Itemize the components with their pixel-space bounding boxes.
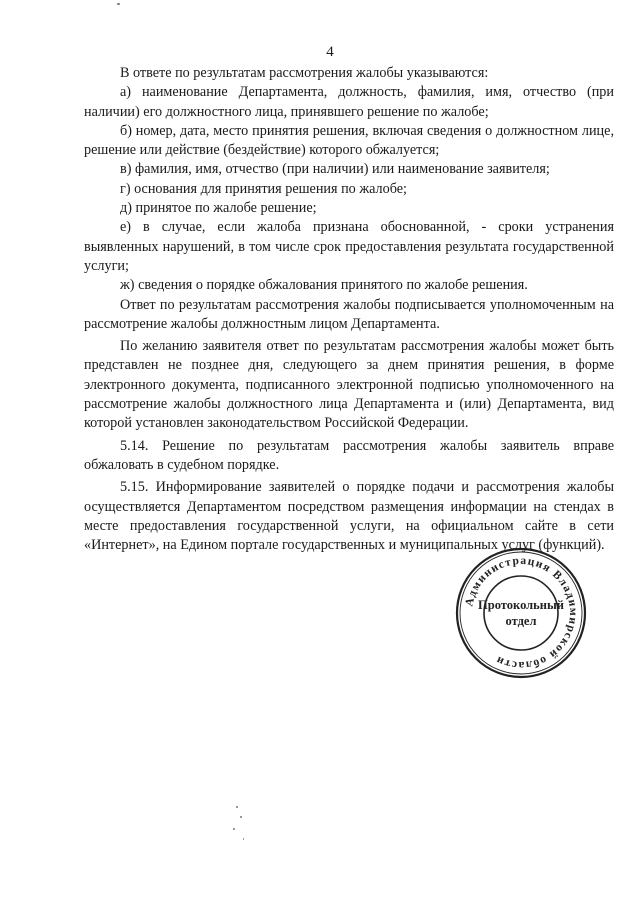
paragraph-item-b: б) номер, дата, место принятия решения, включая сведения о должностном лице, решение или действие (бездействие) которого обжалуется; — [84, 122, 614, 159]
scan-speck — [117, 3, 120, 5]
paragraph-5-15: 5.15. Информирование заявителей о порядке подачи и рассмотрения жалобы осуществляется Департаментом посредством размещения информации на стендах в месте предоставления государственной услуги, на официальном сайте в сети «Интернет», на Едином портале государственных и муниципальных услуг (функций). — [84, 479, 614, 554]
paragraph-item-g: г) основания для принятия решения по жалобе; — [120, 180, 407, 197]
stamp-center-line-1: Протокольный — [478, 598, 564, 612]
svg-text:Администрация Владимирской обл — [463, 555, 579, 671]
scan-speck — [243, 838, 244, 840]
official-stamp — [453, 545, 589, 681]
paragraph-electronic-answer: По желанию заявителя ответ по результатам рассмотрения жалобы может быть представлен не позднее дня, следующего за днем принятия решения, в форме электронного документа, подписанного электронной подписью уполномоченного на рассмотрение жалобы должностного лица Департамента и (или) Департамента, вид которой установлен законодательством Российской Федерации. — [84, 338, 614, 432]
paragraph-answer-signing: Ответ по результатам рассмотрения жалобы подписывается уполномоченным на рассмотрение жалобы должностным лицом Департамента. — [84, 296, 614, 332]
paragraph-item-zh: ж) сведения о порядке обжалования принятого по жалобе решения. — [120, 277, 528, 294]
stamp-center-line-2: отдел — [505, 614, 537, 628]
scan-speck — [236, 806, 238, 808]
paragraph-5-14: 5.14. Решение по результатам рассмотрения жалобы заявитель вправе обжаловать в судебном порядке. — [84, 437, 614, 473]
paragraph-item-v: в) фамилия, имя, отчество (при наличии) или наименование заявителя; — [120, 161, 550, 178]
scan-speck — [240, 816, 242, 818]
paragraph-item-a: а) наименование Департамента, должность, фамилия, имя, отчество (при наличии) его должностного лица, принявшего решение по жалобе; — [84, 84, 614, 120]
paragraph-item-d: д) принятое по жалобе решение; — [120, 200, 317, 217]
scan-speck — [233, 828, 235, 830]
document-body — [84, 64, 614, 555]
page-number: 4 — [326, 44, 334, 60]
stamp-ring-text: Администрация Владимирской области — [463, 554, 580, 672]
paragraph-intro: В ответе по результатам рассмотрения жалобы указываются: — [120, 65, 489, 81]
paragraph-item-e: е) в случае, если жалоба признана обоснованной, - сроки устранения выявленных нарушений, в том числе срок предоставления результата государственной услуги; — [84, 219, 614, 274]
stamp-seal-icon — [453, 545, 589, 681]
